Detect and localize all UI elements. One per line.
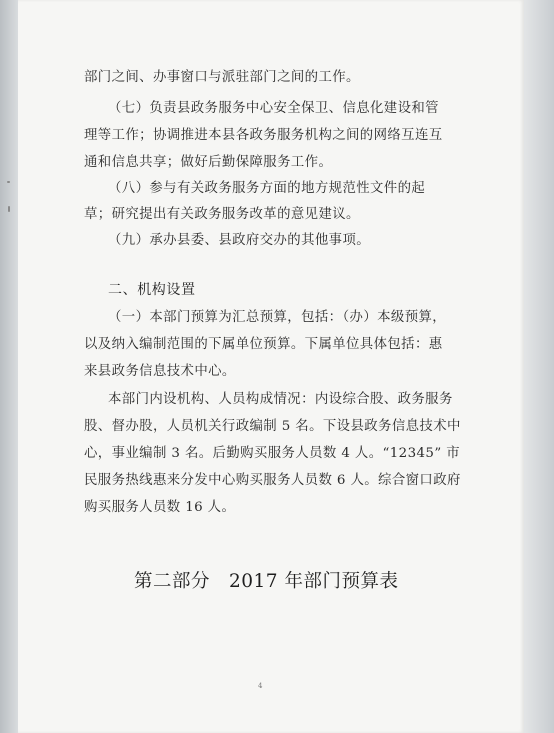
- body-line: 理等工作；协调推进本县各政务服务机构之间的网络互连互: [84, 128, 443, 143]
- body-line: 通和信息共享；做好后勤保障服务工作。: [84, 155, 333, 170]
- body-line: 心，事业编制 3 名。后勤购买服务人员数 4 人。“12345” 市: [84, 446, 461, 461]
- body-line: （七）负责县政务服务中心安全保卫、信息化建设和管: [108, 101, 439, 116]
- section-heading: 二、机构设置: [108, 282, 196, 298]
- body-line: 购买服务人员数 16 人。: [84, 500, 236, 515]
- scan-right-edge: [524, 0, 554, 733]
- body-line: 部门之间、办事窗口与派驻部门之间的工作。: [84, 70, 360, 85]
- part-title: 第二部分 2017 年部门预算表: [134, 571, 399, 592]
- scan-speck: [7, 181, 10, 183]
- body-line: 草；研究提出有关政务服务改革的意见建议。: [84, 207, 360, 222]
- scan-speck: [8, 206, 10, 212]
- body-line: （八）参与有关政务服务方面的地方规范性文件的起: [108, 181, 426, 196]
- page-number: 4: [258, 682, 263, 690]
- body-line: 股、督办股，人员机关行政编制 5 名。下设县政务信息技术中: [84, 419, 461, 434]
- scan-left-edge: [0, 0, 18, 733]
- body-line: 以及纳入编制范围的下属单位预算。下属单位具体包括：惠: [84, 337, 443, 352]
- body-line: 来县政务信息技术中心。: [84, 364, 236, 379]
- body-line: 民服务热线惠来分发中心购买服务人员数 6 人。综合窗口政府: [84, 473, 461, 488]
- body-line: （九）承办县委、县政府交办的其他事项。: [108, 233, 371, 248]
- body-line: 本部门内设机构、人员构成情况：内设综合股、政务服务: [108, 392, 453, 407]
- body-line: （一）本部门预算为汇总预算，包括：（办）本级预算，: [108, 310, 447, 325]
